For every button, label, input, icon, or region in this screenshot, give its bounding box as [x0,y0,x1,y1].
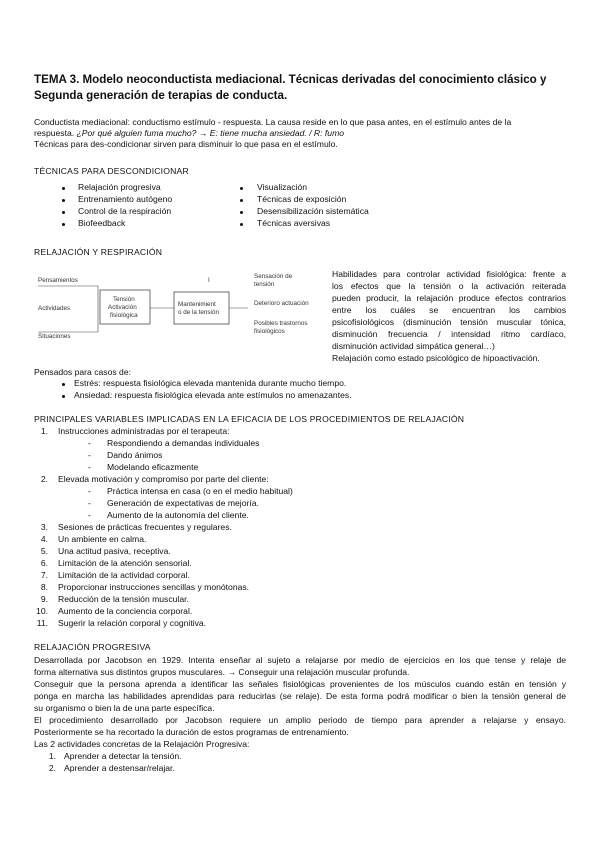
side-line-last: Relajación como estado psicológico de hipoactivación. [332,353,540,363]
diagram-box1-line: Tensión [113,296,135,303]
diagram-right-label: Posibles trastornos [254,320,308,327]
side-line: pueden producir, la relajación produce efectos contrarios [332,293,566,303]
diagram-box-mantenimiento [174,292,229,324]
diagram-right-label: tensión [254,281,275,288]
list-item: Biofeedback [78,218,126,228]
intro-line-1: Conductista mediacional: conductismo estímulo - respuesta. La causa reside en lo que pasa antes, en el estímulo antes de la [34,117,512,127]
progresiva-line: Desarrollada por Jacobson en 1929. Intenta enseñar al sujeto a relajarse por medio de ejercicios en los que tense y relaje de [34,655,566,665]
diagram-box2-line: Mantenimient [178,301,216,308]
progresiva-line: El procedimiento desarrollado por Jacobson requiere un amplio periodo de tiempo para aprender a relajarse y ensayo. [34,715,566,725]
diagram-label-pensamientos: Pensamientos [38,277,78,284]
bullet-icon [240,211,243,214]
diagram-label-actividades: Actividades [38,305,71,312]
list-item: Control de la respiración [78,206,172,216]
side-line: los efectos que la tensión o la activación reiterada [332,281,566,291]
progresiva-line: Las 2 actividades concretas de la Relajación Progresiva: [34,739,250,749]
progresiva-heading: RELAJACIÓN PROGRESIVA [34,642,151,652]
bullet-icon [62,383,65,386]
progresiva-line: forma alternativa sus distintos grupos musculares. → Conseguir una relajación muscular profunda. [34,667,410,677]
intro-line-2-a: respuesta. [34,128,77,138]
diagram-box1-line: Activación [108,304,137,311]
diagram-label-situaciones: Situaciones [38,333,71,340]
diagram-right-label: Sensación de [254,273,293,280]
list-item: Visualización [257,182,308,192]
bullet-icon [240,223,243,226]
list-item: Relajación progresiva [78,182,161,192]
diagram-right-label: fisiológicos [254,328,285,335]
side-line: Habilidades para controlar actividad fisiológica: frente a [332,269,566,279]
progresiva-line: ponga en marcha las habilidades aprendidas para reducirlas (se relaje). De esta forma podrá modificar o bien la tensión general de [34,691,566,701]
list-item: Técnicas aversivas [257,218,331,228]
progresiva-line: su organismo o bien la de una parte específica. [34,703,215,713]
progresiva-line: Posteriormente se ha recortado la duración de estos programas de entrenamiento. [34,727,349,737]
caso-item: Estrés: respuesta fisiológica elevada mantenida durante mucho tiempo. [74,378,347,388]
bullet-icon [62,223,65,226]
pensados-label: Pensados para casos de: [34,367,131,377]
intro-line-2-example: ¿Por qué alguien fuma mucho? → E: tiene mucha ansiedad. / R: fumo [76,128,345,138]
side-line: disminución actividad simpática general…) [332,341,495,351]
bullet-icon [62,199,65,202]
list-item: Desensibilización sistemática [257,206,369,216]
document-page: TEMA 3. Modelo neoconductista mediacional. Técnicas derivadas del conocimiento clásico y Segunda generación de terapias de conducta. Conductista mediacional: conductismo estímulo - respuesta. La causa reside en lo que pasa antes, en el estímulo antes de la respuesta. ¿Por qué alguien fuma mucho? → E: tiene mucha ansiedad. / R: fumo Técnicas para des-condicionar sirven para disminuir lo que pasa en el estímulo. TÉCNICAS PARA DESCONDICIONAR Relajación progresiva Entrenamiento autógeno Control de la respiración Biofeedback Visualización Técnicas de exposición Desensibilización sistemática Técnicas aversivas RELAJACIÓN Y RESPIRACIÓN Pensamientos Actividades Situaciones Tensión Activación fisiológica Mantenimient o de la tensión I Sensación de tensión Deterioro actuación Posibles trastornos fisiológicos Habilidades para controlar actividad fisiológica: frente a los efectos que la tensión o la activación reiterada pueden producir, la relajación produce efectos contrarios entre los cuáles se encuentran los cambios psicofisiológicos (disminución tensión muscular tónica, disminución frecuencia / intensidad ritmo cardíaco, disminución actividad simpática general…) Relajación como estado psicológico de hipoactivación. Pensados para casos de: Estrés: respuesta fisiológica elevada mantenida durante mucho tiempo. Ansiedad: respuesta fisiológica elevada ante estímulos no amenazantes. PRINCIPALES VARIABLES IMPLICADAS EN LA EFICACIA DE LOS PROCEDIMIENTOS DE RELAJACIÓN 1. Instrucciones administradas por el terapeuta: - Respondiendo a demandas individuales - Dando ánimos - Modelando eficazmente 2. Elevada motivación y compromiso por parte del cliente: - Práctica intensa en casa (o en el medio habitual) - Generación de expectativas de mejoría. - Aumento de la autonomía del cliente. 3. Sesiones de prácticas frecuentes y regulares. 4. Un ambiente en calma. 5. Una actitud pasiva, receptiva. 6. Limitación de la atención sensorial. 7. Limitación de la actividad corporal. 8. Proporcionar instrucciones sencillas y monótonas. 9. Reducción de la tensión muscular. 10. Aumento de la conciencia corporal. 11. Sugerir la relación corporal y cognitiva. RELAJACIÓN PROGRESIVA Desarrollada por Jacobson en 1929. Intenta enseñar al sujeto a relajarse por medio de ejercicios en los que tense y relaje de forma alternativa sus distintos grupos musculares. → Conseguir una relajación muscular profunda. Conseguir que la persona aprenda a identificar las señales fisiológicas provenientes de los músculos cuando están en tensión y ponga en marcha las habilidades aprendidas para reducirlas (se relaje). De esta forma podrá modificar o bien la tensión general de su organismo o bien la de una parte específica. El procedimiento desarrollado por Jacobson requiere un amplio periodo de tiempo para aprender a relajarse y ensayo. Posteriormente se ha recortado la duración de estos programas de entrenamiento. Las 2 actividades concretas de la Relajación Progresiva: 1. Aprender a detectar la tensión. 2. Aprender a destensar/relajar. [0,0,600,848]
tecnicas-heading: TÉCNICAS PARA DESCONDICIONAR [34,166,189,176]
bullet-icon [62,187,65,190]
bullet-icon [62,395,65,398]
document-title: TEMA 3. Modelo neoconductista mediacional. Técnicas derivadas del conocimiento clásico y Segunda generación de terapias de conducta. [34,73,547,102]
list-item: Técnicas de exposición [257,194,347,204]
intro-line-2 [34,128,344,139]
variables-heading: PRINCIPALES VARIABLES IMPLICADAS EN LA EFICACIA DE LOS PROCEDIMIENTOS DE RELAJACIÓN [34,414,465,424]
diagram-box1-line: fisiológica [110,312,138,319]
intro-line-3: Técnicas para des-condicionar sirven para disminuir lo que pasa en el estímulo. [34,139,338,149]
bullet-icon [240,199,243,202]
caso-item: Ansiedad: respuesta fisiológica elevada ante estímulos no amenazantes. [74,390,352,400]
tension-diagram [34,268,326,342]
diagram-top-mark: I [208,277,210,284]
relajacion-heading: RELAJACIÓN Y RESPIRACIÓN [34,247,163,257]
bullet-icon [240,187,243,190]
list-item: Entrenamiento autógeno [78,194,173,204]
bullet-icon [62,211,65,214]
side-line: entre los cuáles se encuentran los cambios [332,305,566,315]
progresiva-line: Conseguir que la persona aprenda a identificar las señales fisiológicas provenientes de los músculos cuando están en tensión y [34,679,566,689]
diagram-right-label: Deterioro actuación [254,300,309,307]
side-line: disminución frecuencia / intensidad ritmo cardíaco, [332,329,566,339]
diagram-box2-line: o de la tensión [178,309,219,316]
side-line: psicofisiológicos (disminución tensión muscular tónica, [332,317,566,327]
